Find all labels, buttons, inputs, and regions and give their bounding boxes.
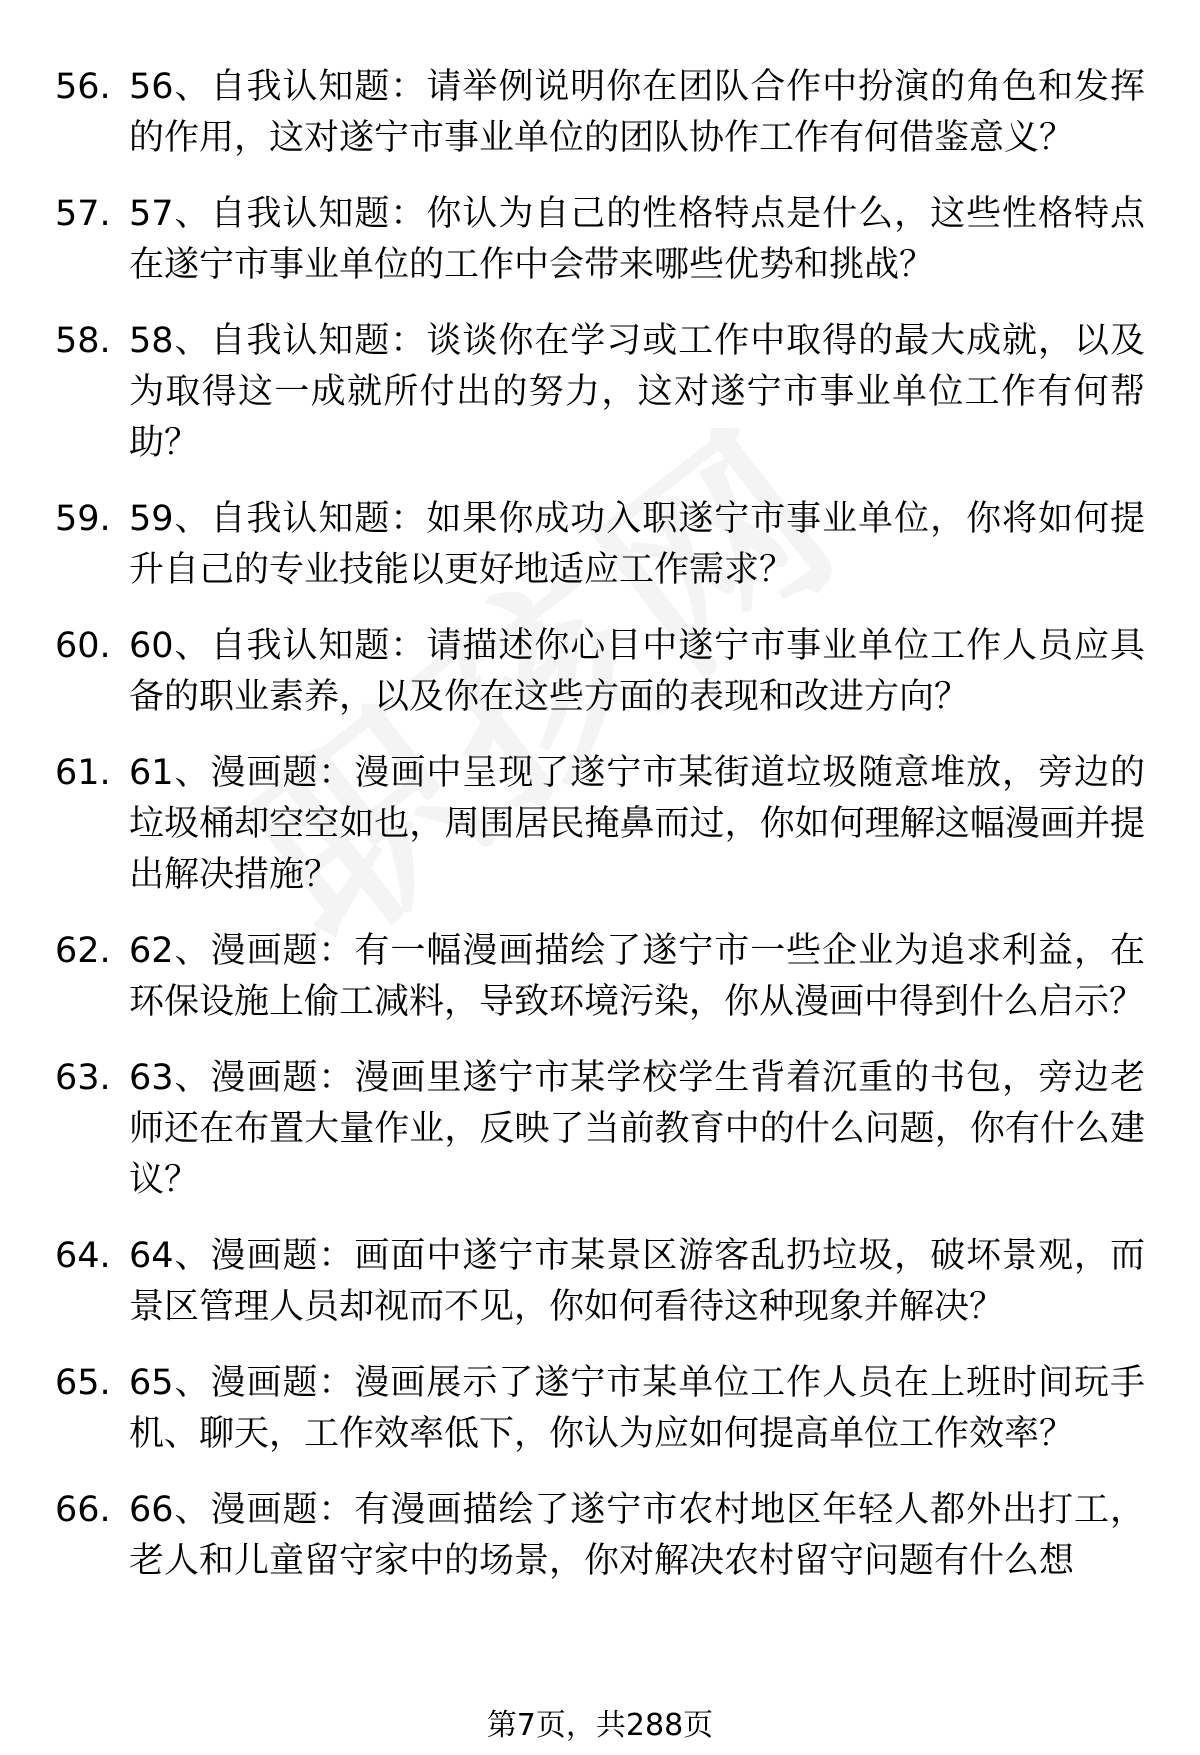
question-number: 57.	[55, 194, 111, 234]
question-number: 63.	[55, 1058, 111, 1098]
question-number: 60.	[55, 626, 111, 666]
question-number: 56.	[55, 67, 111, 107]
question-item	[55, 189, 1145, 291]
question-number: 62.	[55, 931, 111, 971]
question-text: 66、漫画题：有漫画描绘了遂宁市农村地区年轻人都外出打工，老人和儿童留守家中的场景，你对解决农村留守问题有什么想	[129, 1490, 1145, 1581]
page-footer	[0, 1706, 1200, 1746]
question-text: 64、漫画题：画面中遂宁市某景区游客乱扔垃圾，破坏景观，而景区管理人员却视而不见，你如何看待这种现象并解决？	[129, 1236, 1145, 1327]
question-number: 66.	[55, 1490, 111, 1530]
question-number: 65.	[55, 1363, 111, 1403]
question-text: 62、漫画题：有一幅漫画描绘了遂宁市一些企业为追求利益，在环保设施上偷工减料，导致环境污染，你从漫画中得到什么启示？	[129, 931, 1145, 1022]
question-item	[55, 621, 1145, 723]
question-item	[55, 926, 1145, 1028]
question-text: 57、自我认知题：你认为自己的性格特点是什么，这些性格特点在遂宁市事业单位的工作中会带来哪些优势和挑战？	[129, 194, 1145, 285]
question-item	[55, 1231, 1145, 1333]
question-text: 61、漫画题：漫画中呈现了遂宁市某街道垃圾随意堆放，旁边的垃圾桶却空空如也，周围居民掩鼻而过，你如何理解这幅漫画并提出解决措施？	[129, 753, 1145, 895]
question-list	[55, 62, 1145, 1612]
question-item	[55, 1485, 1145, 1587]
page-number-label: 第7页，共288页	[486, 1708, 714, 1743]
question-number: 61.	[55, 753, 111, 793]
question-item	[55, 62, 1145, 164]
question-text: 65、漫画题：漫画展示了遂宁市某单位工作人员在上班时间玩手机、聊天，工作效率低下，你认为应如何提高单位工作效率？	[129, 1363, 1145, 1454]
question-item	[55, 494, 1145, 596]
question-item	[55, 1053, 1145, 1206]
question-item	[55, 316, 1145, 469]
question-text: 59、自我认知题：如果你成功入职遂宁市事业单位，你将如何提升自己的专业技能以更好地适应工作需求？	[129, 499, 1145, 590]
question-text: 58、自我认知题：谈谈你在学习或工作中取得的最大成就，以及为取得这一成就所付出的努力，这对遂宁市事业单位工作有何帮助？	[129, 321, 1145, 463]
question-text: 60、自我认知题：请描述你心目中遂宁市事业单位工作人员应具备的职业素养，以及你在这些方面的表现和改进方向？	[129, 626, 1145, 717]
question-number: 59.	[55, 499, 111, 539]
question-text: 56、自我认知题：请举例说明你在团队合作中扮演的角色和发挥的作用，这对遂宁市事业单位的团队协作工作有何借鉴意义？	[129, 67, 1145, 158]
question-text: 63、漫画题：漫画里遂宁市某学校学生背着沉重的书包，旁边老师还在布置大量作业，反映了当前教育中的什么问题，你有什么建议？	[129, 1058, 1145, 1200]
question-item	[55, 748, 1145, 901]
question-number: 64.	[55, 1236, 111, 1276]
question-item	[55, 1358, 1145, 1460]
question-number: 58.	[55, 321, 111, 361]
